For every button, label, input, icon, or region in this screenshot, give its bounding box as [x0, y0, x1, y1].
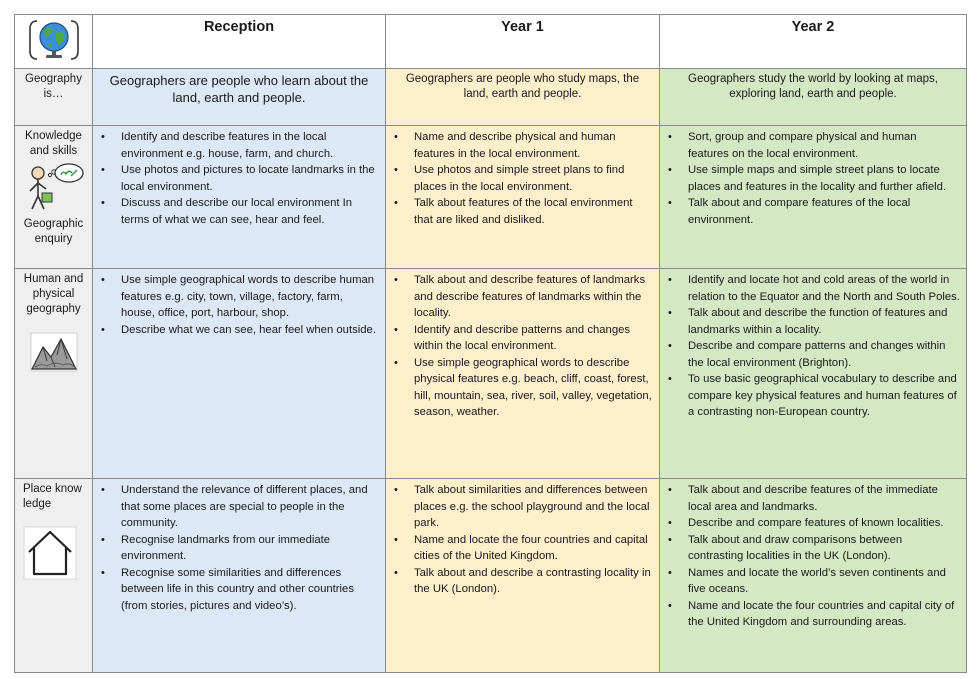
thinking-person-icon: [22, 163, 86, 213]
globe-icon: [25, 17, 83, 63]
list-item: • Recognise some similarities and differences between life in this country and other countries (from stories, pictures and video’s).: [121, 565, 379, 615]
bullet-list: [660, 479, 966, 631]
cell-year1-knowledge-skills: [386, 126, 660, 269]
list-item: • Use photos and pictures to locate landmarks in the local environment.: [121, 162, 379, 195]
list-item: • Name and locate the four countries and capital cities of the United Kingdom.: [414, 532, 653, 565]
bullet-list: [386, 126, 659, 228]
curriculum-table-wrapper: [14, 14, 966, 673]
list-item: • Talk about and describe a contrasting locality in the UK (London).: [414, 565, 653, 598]
cell-year2-place-knowledge: [660, 479, 967, 673]
row-label-line: Place know: [23, 483, 82, 495]
house-icon: [23, 526, 77, 580]
row-label-knowledge-skills: [15, 126, 93, 269]
row-place-knowledge: [15, 479, 967, 673]
bullet-list: [660, 126, 966, 228]
list-item: • Name and describe physical and human features in the local environment.: [414, 129, 653, 162]
cell-year2-knowledge-skills: [660, 126, 967, 269]
bullet-list: [660, 269, 966, 421]
header-row: [15, 15, 967, 69]
mountains-icon: [29, 331, 79, 373]
cell-year2-human-physical: [660, 269, 967, 479]
bullet-list: [386, 269, 659, 421]
row-label-line: Human and: [23, 273, 84, 285]
row-geography-is: [15, 69, 967, 126]
cell-year1-human-physical: [386, 269, 660, 479]
row-label-line: and skills: [29, 145, 78, 157]
column-header-reception: Reception: [93, 15, 386, 69]
list-item: • Sort, group and compare physical and human features on the local environment.: [688, 129, 960, 162]
bullet-list: [386, 479, 659, 598]
row-label-subtitle: Geographic enquiry: [23, 218, 84, 245]
row-human-physical: [15, 269, 967, 479]
list-item: • Name and locate the four countries and capital city of the United Kingdom and surrounding areas.: [688, 598, 960, 631]
list-item: • Talk about and draw comparisons between contrasting localities in the UK (London).: [688, 532, 960, 565]
row-label-line: geography: [26, 303, 81, 315]
list-item: • Talk about and describe features of the immediate local area and landmarks.: [688, 482, 960, 515]
intro-text: Geographers are people who learn about the land, earth and people.: [109, 73, 369, 105]
list-item: • Use simple geographical words to describe physical features e.g. beach, cliff, coast, forest, hill, mountain, sea, river, soil, valley, vegetation, season, weather.: [414, 355, 653, 421]
row-label-place-knowledge: [15, 479, 93, 673]
cell-reception-knowledge-skills: [93, 126, 386, 269]
logo-cell: [15, 15, 93, 69]
list-item: • Talk about similarities and differences between places e.g. the school playground and the local park.: [414, 482, 653, 532]
cell-reception-place-knowledge: [93, 479, 386, 673]
column-header-year1: Year 1: [386, 15, 660, 69]
list-item: • Use simple geographical words to describe human features e.g. city, town, village, factory, farm, house, office, port, harbour, shop.: [121, 272, 379, 322]
list-item: • Use simple maps and simple street plans to locate places and features in the locality and further afield.: [688, 162, 960, 195]
cell-year2-geography-is: [660, 69, 967, 126]
list-item: • Describe and compare patterns and changes within the local environment (Brighton).: [688, 338, 960, 371]
geography-curriculum-table: [14, 14, 967, 673]
list-item: • Talk about and describe features of landmarks and describe features of landmarks within the locality.: [414, 272, 653, 322]
row-label-geography-is: [15, 69, 93, 126]
cell-reception-human-physical: [93, 269, 386, 479]
row-label-line: is…: [43, 88, 64, 100]
list-item: • Describe and compare features of known localities.: [688, 515, 960, 532]
column-header-year2: Year 2: [660, 15, 967, 69]
cell-year1-place-knowledge: [386, 479, 660, 673]
bullet-list: [93, 269, 385, 338]
list-item: • Describe what we can see, hear feel when outside.: [121, 322, 379, 339]
row-label-line: Geography: [25, 73, 82, 85]
list-item: • Understand the relevance of different places, and that some places are special to people in the community.: [121, 482, 379, 532]
cell-year1-geography-is: [386, 69, 660, 126]
row-label-line: ledge: [23, 498, 52, 510]
list-item: • Identify and describe patterns and changes within the local environment.: [414, 322, 653, 355]
row-label-line: physical: [32, 288, 75, 300]
list-item: • Identify and locate hot and cold areas of the world in relation to the Equator and the North and South Poles.: [688, 272, 960, 305]
row-knowledge-skills: [15, 126, 967, 269]
list-item: • To use basic geographical vocabulary to describe and compare key physical features and human features of a contrasting non-European country.: [688, 371, 960, 421]
list-item: • Recognise landmarks from our immediate environment.: [121, 532, 379, 565]
list-item: • Use photos and simple street plans to find places in the local environment.: [414, 162, 653, 195]
list-item: • Discuss and describe our local environment In terms of what we can see, hear and feel.: [121, 195, 379, 228]
list-item: • Talk about features of the local environment that are liked and disliked.: [414, 195, 653, 228]
intro-text: Geographers are people who study maps, the land, earth and people.: [405, 73, 640, 100]
list-item: • Identify and describe features in the local environment e.g. house, farm, and church.: [121, 129, 379, 162]
intro-text: Geographers study the world by looking at maps, exploring land, earth and people.: [688, 73, 938, 100]
list-item: • Talk about and compare features of the local environment.: [688, 195, 960, 228]
bullet-list: [93, 479, 385, 614]
bullet-list: [93, 126, 385, 228]
list-item: • Names and locate the world’s seven continents and five oceans.: [688, 565, 960, 598]
row-label-human-physical: [15, 269, 93, 479]
cell-reception-geography-is: [93, 69, 386, 126]
list-item: • Talk about and describe the function of features and landmarks within a locality.: [688, 305, 960, 338]
row-label-line: Knowledge: [25, 130, 82, 142]
